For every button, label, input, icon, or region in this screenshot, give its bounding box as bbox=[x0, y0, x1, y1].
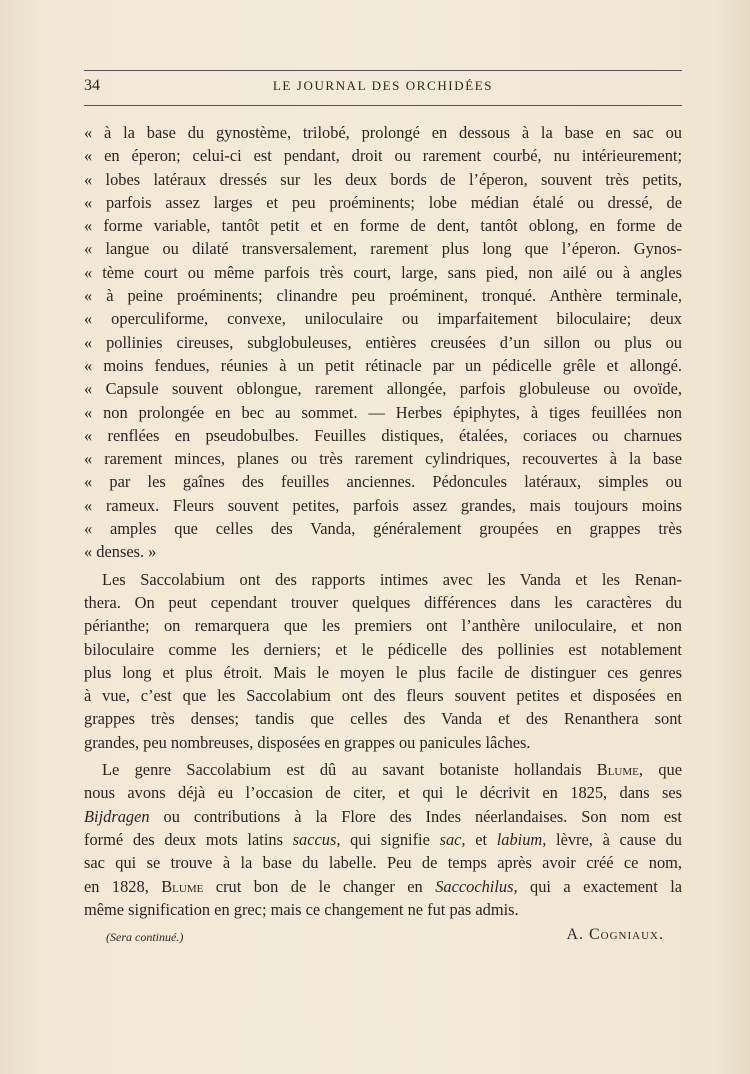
text-line: « lobes latéraux dressés sur les deux bords de l’éperon, souvent très petits, bbox=[84, 169, 682, 189]
text-line: « à peine proéminents; clinandre peu proéminent, tronqué. Anthère terminale, bbox=[84, 286, 682, 306]
text-line: en 1828, Blume crut bon de le changer en Saccochilus, qui a exactement la bbox=[84, 876, 683, 896]
italic-term: sac, bbox=[439, 829, 466, 849]
text-line: sac qui se trouve à la base du labelle. Peu de temps après avoir créé ce nom, bbox=[84, 853, 682, 873]
text-line: biloculaire comme les derniers; et le pédicelle des pollinies est notablement bbox=[84, 639, 682, 659]
italic-term: saccus, bbox=[292, 829, 341, 849]
italic-term: Saccochilus, bbox=[435, 876, 518, 896]
text-line: « Capsule souvent oblongue, rarement allongée, parfois globuleuse ou ovoïde, bbox=[84, 379, 682, 399]
text-line: à vue, c’est que les Saccolabium ont des fleurs souvent petites et disposées en bbox=[84, 686, 682, 706]
page-footer bbox=[84, 926, 682, 950]
continued-note: (Sera continué.) bbox=[106, 930, 184, 944]
text-line: « langue ou dilaté transversalement, rarement plus long que l’éperon. Gynos- bbox=[84, 239, 682, 259]
text-line: « tème court ou même parfois très court, large, sans pied, non ailé ou à angles bbox=[84, 262, 682, 282]
author-name-blume: Blume bbox=[161, 876, 204, 896]
text-line: « parfois assez larges et peu proéminents; lobe médian étalé ou dressé, de bbox=[84, 192, 682, 212]
text-line: plus long et plus étroit. Mais le moyen le plus facile de distinguer ces genres bbox=[84, 662, 682, 682]
text-line: formé des deux mots latins saccus, qui signifie sac, et labium, lèvre, à cause du bbox=[84, 829, 682, 849]
text-line: grappes très denses; tandis que celles des Vanda et des Renanthera sont bbox=[84, 709, 682, 729]
text-line: « pollinies cireuses, subglobuleuses, entières creusées d’un sillon ou plus ou bbox=[84, 332, 682, 352]
text-line: « rarement minces, planes ou très rarement cylindriques, recouvertes à la base bbox=[84, 449, 682, 469]
quoted-description bbox=[84, 121, 682, 564]
text-line: « rameux. Fleurs souvent petites, parfois assez grandes, mais toujours moins bbox=[84, 495, 682, 515]
paragraph-history bbox=[84, 758, 682, 921]
text-line: « denses. » bbox=[84, 542, 157, 562]
text-line: « non prolongée en bec au sommet. — Herbes épiphytes, à tiges feuillées non bbox=[84, 402, 682, 422]
article-body bbox=[84, 121, 682, 921]
text-line: Les Saccolabium ont des rapports intimes avec les Vanda et les Renan- bbox=[102, 569, 682, 589]
text-line: thera. On peut cependant trouver quelques différences dans les caractères du bbox=[84, 592, 682, 612]
text-line: « amples que celles des Vanda, généralement groupées en grappes très bbox=[84, 519, 682, 539]
text-line: Le genre Saccolabium est dû au savant botaniste hollandais Blume, que bbox=[102, 760, 682, 780]
italic-term: Bijdragen bbox=[84, 806, 150, 826]
text-line: Bijdragen ou contributions à la Flore des Indes néerlandaises. Son nom est bbox=[84, 806, 682, 826]
text-line: « moins fendues, réunies à un petit rétinacle par un pédicelle grêle et allongé. bbox=[84, 355, 682, 375]
page-number: 34 bbox=[84, 77, 100, 94]
text-line: « par les gaînes des feuilles anciennes. Pédoncules latéraux, simples ou bbox=[84, 472, 682, 492]
text-line: « renflées en pseudobulbes. Feuilles distiques, étalées, coriaces ou charnues bbox=[84, 425, 682, 445]
text-line: « en éperon; celui-ci est pendant, droit ou rarement courbé, nu intérieurement; bbox=[84, 146, 682, 166]
text-line: nous avons déjà eu l’occasion de citer, et qui le décrivit en 1825, dans ses bbox=[84, 783, 682, 803]
text-line: « forme variable, tantôt petit et en forme de dent, tantôt oblong, en forme de bbox=[84, 216, 682, 236]
paragraph-comparison bbox=[84, 568, 682, 754]
author-signature: A. Cogniaux. bbox=[566, 926, 664, 943]
text-line: grandes, peu nombreuses, disposées en grappes ou panicules lâches. bbox=[84, 732, 531, 752]
page-header bbox=[84, 70, 682, 106]
running-title: LE JOURNAL DES ORCHIDÉES bbox=[272, 78, 494, 93]
author-name-blume: Blume bbox=[596, 760, 639, 780]
text-line: même signification en grec; mais ce changement ne fut pas admis. bbox=[84, 899, 519, 919]
text-line: « à la base du gynostème, trilobé, prolongé en dessous à la base en sac ou bbox=[84, 123, 682, 142]
text-line: « operculiforme, convexe, uniloculaire ou imparfaitement biloculaire; deux bbox=[84, 309, 682, 329]
italic-term: labium, bbox=[496, 829, 547, 849]
text-line: périanthe; on remarquera que les premiers ont l’anthère uniloculaire, et non bbox=[84, 616, 682, 636]
